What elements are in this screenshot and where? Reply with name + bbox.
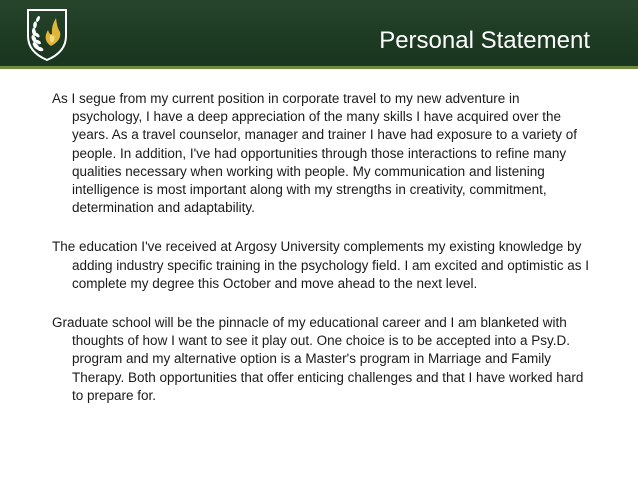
flame-laurel-shield-icon [24,6,70,62]
header-divider [0,66,638,69]
header-bar [0,0,638,66]
statement-body [52,90,592,426]
paragraph-intro: As I segue from my current position in corporate travel to my new adventure in psychology, I have a deep appreciation of the many skills I have acquired over the years. As a travel counselor, manager and trainer I have had exposure to a variety of people. In addition, I've had opportunities through those interactions to refine many qualities necessary when working with people. My communication and listening intelligence is most important along with my strengths in creativity, commitment, determination and adaptability. [52,91,578,216]
slide-title: Personal Statement [379,27,590,54]
paragraph-education: The education I've received at Argosy University complements my existing knowledge by adding industry specific training in the psychology field. I am excited and optimistic as I complete my degree this October and move ahead to the next level. [52,239,590,291]
paragraph-graduate-school: Graduate school will be the pinnacle of my educational career and I am blanketed with thoughts of how I want to see it play out. One choice is to be accepted into a Psy.D. program and my alternative option is a Master's program in Marriage and Family Therapy. Both opportunities that offer enticing challenges and that I have worked hard to prepare for. [52,315,584,403]
